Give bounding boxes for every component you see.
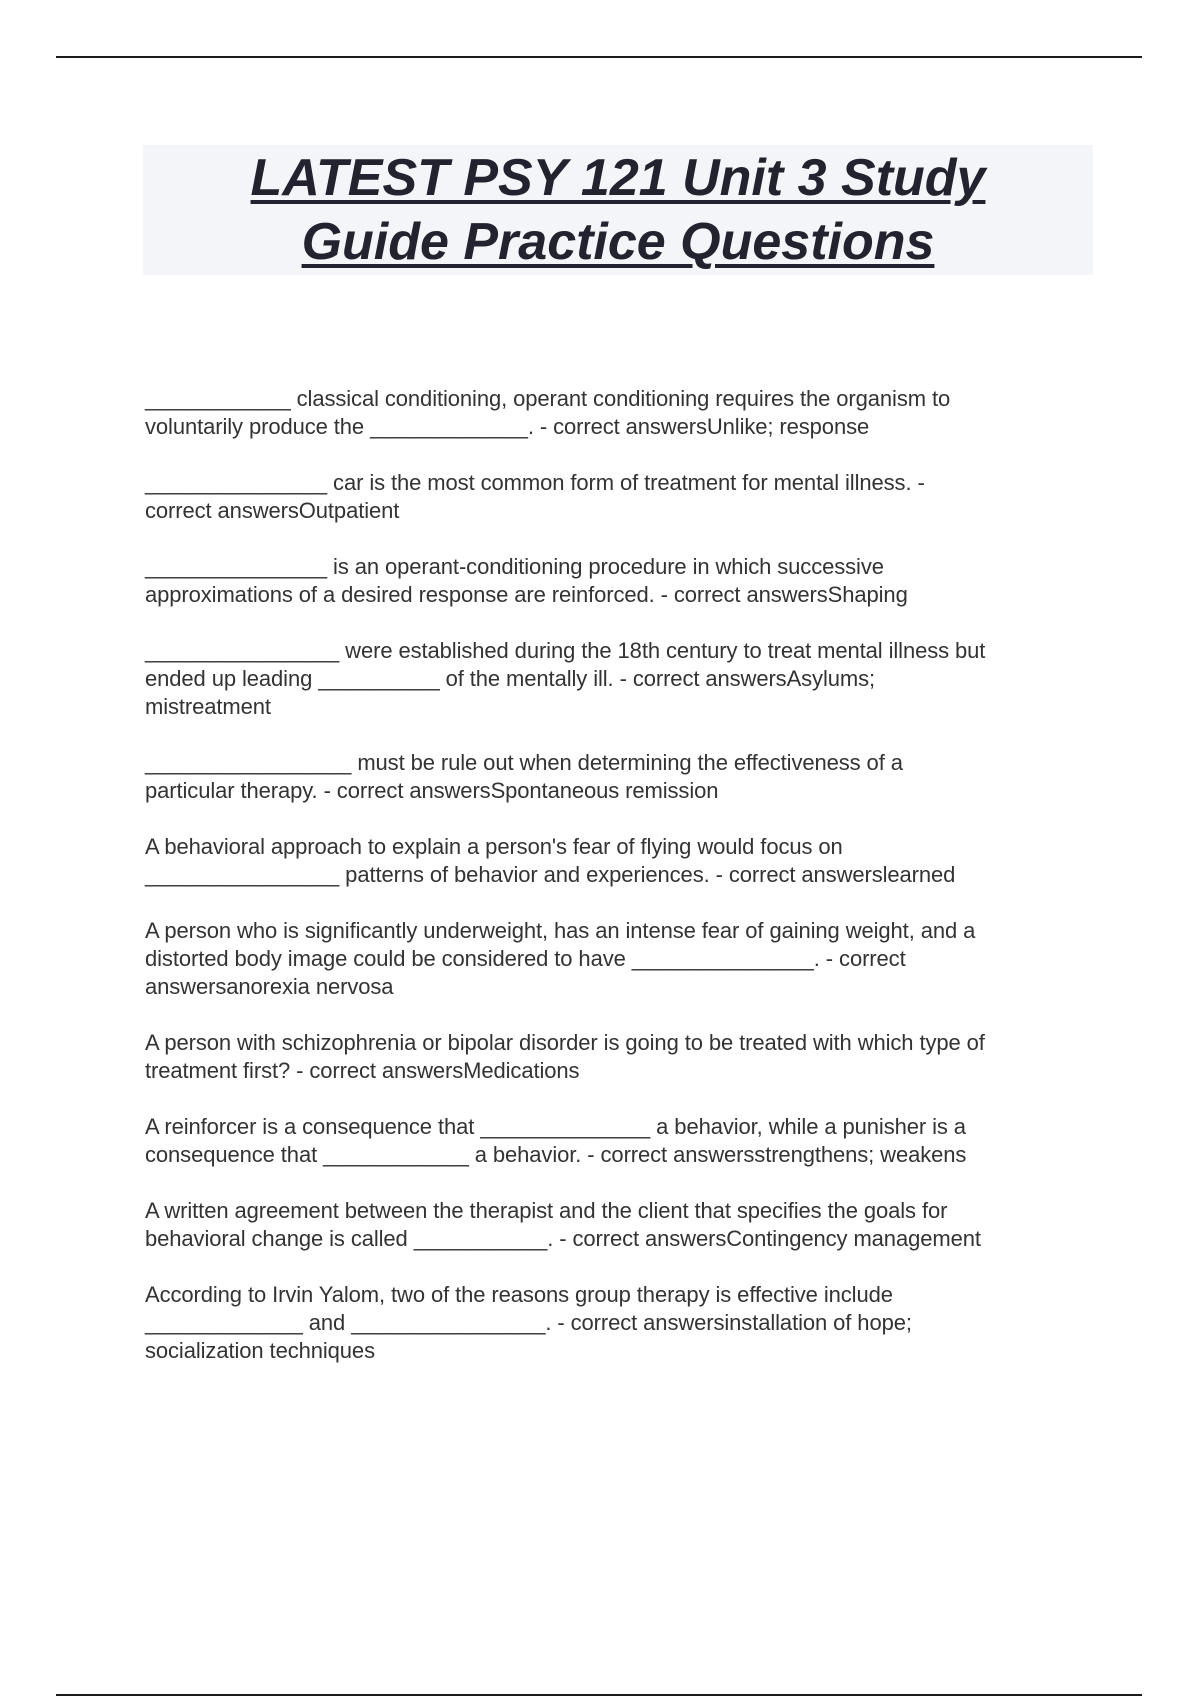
question-item-3: _______________ is an operant-conditioning procedure in which successive approximations of a desired response are reinforced. - correct answersShaping — [145, 554, 908, 607]
document-title-line-2: Guide Practice Questions — [301, 213, 935, 271]
question-item-10: A written agreement between the therapist and the client that specifies the goals for behavioral change is called ___________. - correct answersContingency management — [145, 1198, 981, 1251]
question-item-9: A reinforcer is a consequence that ______________ a behavior, while a punisher is a consequence that ____________ a behavior. - correct answersstrengthens; weakens — [145, 1114, 967, 1167]
document-title-line-1: LATEST PSY 121 Unit 3 Study — [250, 149, 986, 207]
question-item-8: A person with schizophrenia or bipolar disorder is going to be treated with which type of treatment first? - correct answersMedications — [145, 1030, 985, 1083]
top-rule — [56, 56, 1142, 58]
question-list — [145, 385, 1090, 1393]
question-item-11: According to Irvin Yalom, two of the reasons group therapy is effective include _____________ and ________________. - correct answersinstallation of hope; socialization techniques — [145, 1282, 912, 1363]
question-item-1: ____________ classical conditioning, operant conditioning requires the organism to voluntarily produce the _____________. - correct answersUnlike; response — [145, 386, 951, 439]
title-banner — [143, 145, 1093, 275]
bottom-rule — [56, 1694, 1142, 1696]
question-item-4: ________________ were established during the 18th century to treat mental illness but ended up leading __________ of the mentally ill. - correct answersAsylums; mistreatment — [145, 638, 986, 719]
question-item-5: _________________ must be rule out when determining the effectiveness of a particular therapy. - correct answersSpontaneous remission — [145, 750, 903, 803]
question-item-6: A behavioral approach to explain a person's fear of flying would focus on ________________ patterns of behavior and experiences. - correct answerslearned — [145, 834, 956, 887]
question-item-2: _______________ car is the most common form of treatment for mental illness. - correct answersOutpatient — [145, 470, 925, 523]
question-item-7: A person who is significantly underweight, has an intense fear of gaining weight, and a distorted body image could be considered to have _______________. - correct answersanorexia nervosa — [145, 918, 976, 999]
